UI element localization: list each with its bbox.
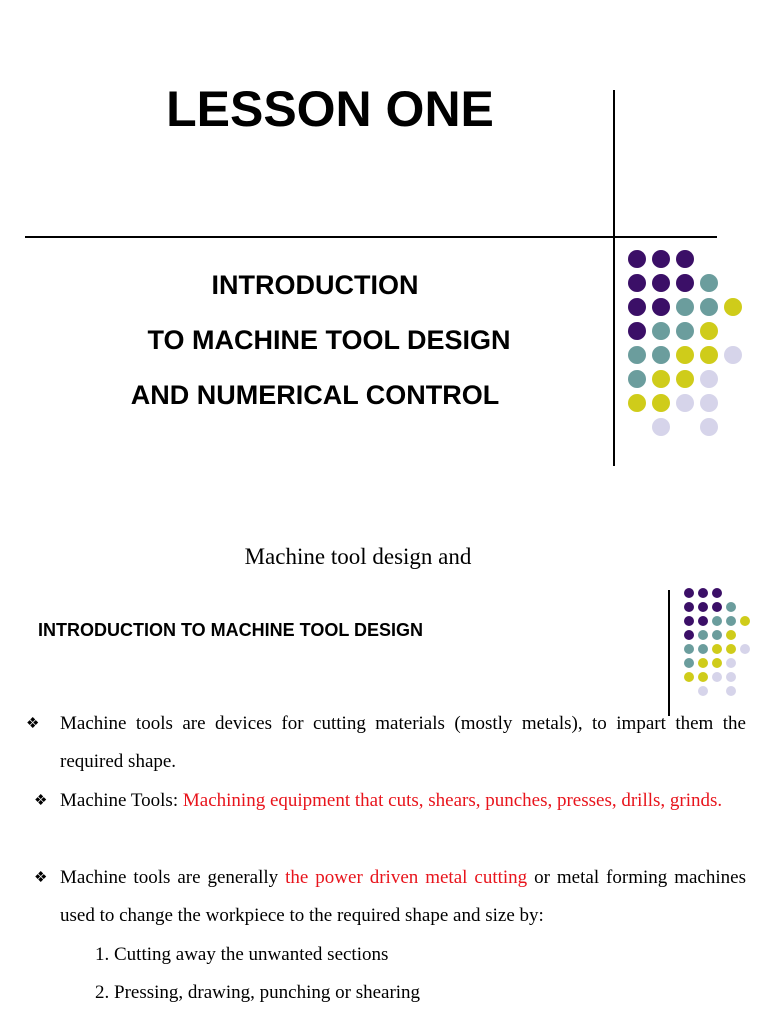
decorative-dot bbox=[652, 346, 670, 364]
diamond-bullet-icon: ❖ bbox=[26, 716, 40, 732]
decorative-dot bbox=[724, 346, 742, 364]
intro-line-2: TO MACHINE TOOL DESIGN bbox=[147, 325, 511, 355]
decorative-dot bbox=[726, 616, 736, 626]
diamond-bullet-icon: ❖ bbox=[34, 793, 48, 809]
decorative-dot bbox=[652, 394, 670, 412]
decorative-dot bbox=[676, 346, 694, 364]
decorative-dot bbox=[676, 274, 694, 292]
decorative-dot bbox=[700, 346, 718, 364]
decorative-dot bbox=[684, 616, 694, 626]
decorative-dot bbox=[676, 370, 694, 388]
decorative-dot bbox=[700, 370, 718, 388]
horizontal-divider bbox=[25, 236, 717, 238]
decorative-dot bbox=[628, 394, 646, 412]
decorative-dot bbox=[700, 298, 718, 316]
intro-line-1: INTRODUCTION bbox=[211, 270, 419, 300]
decorative-dot bbox=[726, 686, 736, 696]
decorative-dot bbox=[698, 658, 708, 668]
decorative-dot bbox=[712, 616, 722, 626]
decorative-dot bbox=[628, 250, 646, 268]
decorative-dot bbox=[740, 616, 750, 626]
decorative-dot bbox=[676, 394, 694, 412]
decorative-dot bbox=[698, 588, 708, 598]
decorative-dot bbox=[684, 630, 694, 640]
decorative-dot bbox=[698, 602, 708, 612]
decorative-dot bbox=[684, 672, 694, 682]
decorative-dot bbox=[652, 250, 670, 268]
slide-subtitle: Machine tool design and bbox=[244, 544, 472, 569]
decorative-dot bbox=[712, 588, 722, 598]
decorative-dot bbox=[684, 644, 694, 654]
decorative-dot bbox=[726, 672, 736, 682]
numbered-item-2: 2. Pressing, drawing, punching or shearing bbox=[95, 982, 421, 1003]
decorative-dot bbox=[628, 274, 646, 292]
decorative-dot bbox=[740, 644, 750, 654]
decorative-dot bbox=[652, 298, 670, 316]
intro-line-3: AND NUMERICAL CONTROL bbox=[130, 380, 500, 410]
decorative-dot bbox=[698, 672, 708, 682]
bullet-item-1 bbox=[26, 705, 746, 781]
decorative-dot bbox=[652, 322, 670, 340]
decorative-dot bbox=[712, 630, 722, 640]
decorative-dot bbox=[698, 630, 708, 640]
bullet-1-text: Machine tools are devices for cutting materials (mostly metals), to impart them the required shape. bbox=[60, 713, 746, 772]
bullet-3-highlight: the power driven metal cutting bbox=[285, 867, 528, 888]
decorative-dot bbox=[628, 298, 646, 316]
decorative-dot bbox=[700, 394, 718, 412]
decorative-dot bbox=[676, 250, 694, 268]
numbered-item-1: 1. Cutting away the unwanted sections bbox=[95, 944, 389, 965]
diamond-bullet-icon: ❖ bbox=[34, 870, 48, 886]
decorative-dot bbox=[726, 658, 736, 668]
decorative-dot bbox=[628, 370, 646, 388]
decorative-dot bbox=[726, 602, 736, 612]
decorative-dot bbox=[652, 274, 670, 292]
bullet-2-prefix: Machine Tools: bbox=[60, 790, 183, 811]
decorative-dot bbox=[700, 418, 718, 436]
decorative-dot bbox=[726, 644, 736, 654]
vertical-divider-small bbox=[668, 590, 670, 716]
bullet-3-suffix: or metal forming machines used to change the workpiece to the required shape and size by: bbox=[60, 867, 746, 926]
decorative-dot bbox=[652, 370, 670, 388]
decorative-dot bbox=[684, 602, 694, 612]
decorative-dot bbox=[724, 298, 742, 316]
bullet-2-highlight: Machining equipment that cuts, shears, punches, presses, drills, grinds. bbox=[182, 790, 723, 811]
lesson-title: LESSON ONE bbox=[166, 81, 494, 137]
decorative-dot bbox=[712, 658, 722, 668]
decorative-dot bbox=[712, 602, 722, 612]
decorative-dot bbox=[684, 658, 694, 668]
decorative-dot bbox=[700, 322, 718, 340]
decorative-dot bbox=[698, 616, 708, 626]
decorative-dot bbox=[700, 274, 718, 292]
decorative-dot bbox=[712, 672, 722, 682]
decorative-dot bbox=[698, 644, 708, 654]
decorative-dot bbox=[676, 298, 694, 316]
bullet-item-2 bbox=[34, 782, 734, 820]
bullet-3-prefix: Machine tools are generally bbox=[60, 867, 286, 888]
decorative-dot bbox=[652, 418, 670, 436]
bullet-item-3 bbox=[34, 859, 746, 935]
decorative-dot bbox=[684, 588, 694, 598]
decorative-dot bbox=[676, 322, 694, 340]
decorative-dot bbox=[712, 644, 722, 654]
decorative-dot bbox=[698, 686, 708, 696]
decorative-dot bbox=[726, 630, 736, 640]
section-heading: INTRODUCTION TO MACHINE TOOL DESIGN bbox=[38, 620, 424, 640]
